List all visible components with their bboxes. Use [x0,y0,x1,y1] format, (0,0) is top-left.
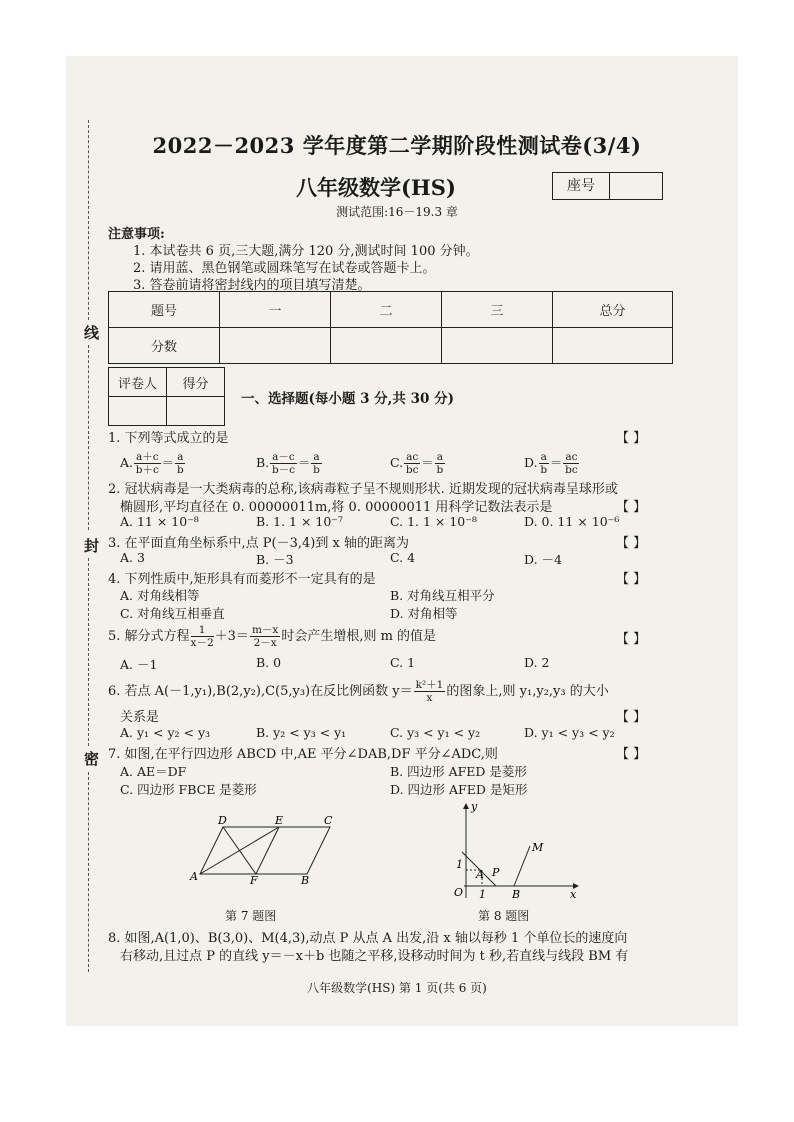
segment-df [223,827,256,874]
numerator: a＋c [136,451,159,463]
answer-bracket[interactable]: 【 】 [616,710,647,725]
label-a: A [476,868,484,881]
figure-7-caption: 第 7 题图 [225,909,277,923]
numerator: a－c [272,451,295,463]
label-x: x [570,888,577,901]
note-item: 3. 答卷前请将密封线内的项目填写清楚。 [133,278,371,293]
grader-label: 评卷人 [109,368,167,397]
score-cell[interactable] [553,328,673,364]
score-cell[interactable] [220,328,331,364]
label-1-x: 1 [479,888,486,901]
section-title: 一、选择题(每小题 3 分,共 30 分) [241,391,454,407]
q4-option-a[interactable]: A. 对角线相等 [120,588,200,603]
q6-option-a[interactable]: A. y₁ < y₂ < y₃ [120,725,211,740]
label-p: P [492,866,500,879]
denominator: b＋c [135,464,159,476]
grader-table [108,367,225,426]
label-e: E [275,814,284,827]
score-header: 总分 [553,292,673,328]
q1-option-d[interactable]: D. $\frac{a}{b}$ ＝ $\frac{ac}{bc}$ [524,451,578,476]
denominator: b－c [271,464,296,476]
figure-7 [186,812,346,884]
q5-stem [108,624,436,649]
score-header: 三 [442,292,553,328]
option-letter: B. [256,455,270,470]
score-cell[interactable] [442,328,553,364]
grader-cell[interactable] [109,397,167,426]
label-c: C [324,814,333,827]
parallelogram-abcd [200,827,330,874]
q6-option-b[interactable]: B. y₂ < y₃ < y₁ [256,725,347,740]
label-o: O [454,886,464,899]
q8-stem-line2: 右移动,且过点 P 的直线 y＝－x＋b 也随之平移,设移动时间为 t 秒,若直线与线段 BM 有 [120,949,629,964]
q7-option-a[interactable]: A. AE＝DF [120,764,187,779]
fraction [250,624,280,649]
option-letter: A. [120,455,134,470]
q7-stem: 7. 如图,在平行四边形 ABCD 中,AE 平分∠DAB,DF 平分∠ADC,则 [108,747,498,762]
label-b: B [512,888,521,901]
label-y: y [471,800,478,813]
answer-bracket[interactable]: 【 】 [616,632,647,647]
q4-option-c[interactable]: C. 对角线互相垂直 [120,606,225,621]
score-cell[interactable] [331,328,442,364]
numerator: k²＋1 [415,679,444,691]
q4-stem: 4. 下列性质中,矩形具有而菱形不一定具有的是 [108,572,376,587]
denominator: bc [405,464,419,476]
numerator: ac [406,451,419,463]
grader-score-label: 得分 [167,368,225,397]
q5-option-b[interactable]: B. 0 [256,655,282,670]
score-header: 题号 [109,292,220,328]
q6-stem-pre: 6. 若点 A(－1,y₁),B(2,y₂),C(5,y₃)在反比例函数 y＝ [108,684,413,699]
label-1-y: 1 [456,858,463,871]
seal-line [88,558,89,746]
label-m: M [532,841,544,854]
denominator: bc [565,464,578,476]
score-row-label: 分数 [109,328,220,364]
q1-option-a[interactable]: A. $\frac{a+c}{b+c}$ ＝ $\frac{a}{b}$ [120,451,184,476]
q5-stem-mid: ＋3＝ [214,629,249,644]
seal-mark-mi: 密 [84,750,100,768]
fraction [404,451,420,476]
seal-line [88,772,89,972]
denominator: b [313,464,320,476]
fraction [563,451,579,476]
q6-stem-post: 的图象上,则 y₁,y₂,y₃ 的大小 [446,684,609,699]
numerator: a [313,451,320,463]
numerator: 1 [191,624,214,637]
q2-stem-line1: 2. 冠状病毒是一大类病毒的总称,该病毒粒子呈不规则形状. 近期发现的冠状病毒呈球形或 [108,482,618,497]
fraction [175,451,185,476]
exam-subtitle: 八年级数学(HS) [296,175,456,200]
q3-option-c[interactable]: C. 4 [390,550,416,565]
q5-stem-post: 时会产生增根,则 m 的值是 [281,629,437,644]
denominator: x [426,692,433,704]
grader-score-cell[interactable] [167,397,225,426]
q6-option-d[interactable]: D. y₁ < y₃ < y₂ [524,725,615,740]
answer-bracket[interactable]: 【 】 [616,747,647,762]
fraction [435,451,445,476]
fraction [191,624,214,649]
answer-bracket[interactable]: 【 】 [616,500,647,515]
segment-bm [514,846,530,886]
fraction [414,679,446,704]
fraction [539,451,549,476]
page-footer: 八年级数学(HS) 第 1 页(共 6 页) [307,981,487,995]
q2-stem-line2: 椭圆形,平均直径在 0. 00000011m,将 0. 00000011 用科学记数法表示是 [120,500,553,515]
fraction [134,451,161,476]
q3-option-b[interactable]: B. －3 [256,552,294,567]
option-letter: C. [390,455,404,470]
q4-option-d[interactable]: D. 对角相等 [390,606,458,621]
figure-8-caption: 第 8 题图 [478,909,530,923]
denominator: b [540,464,548,476]
option-letter: D. [524,455,538,470]
q6-stem [108,679,609,704]
q5-stem-pre: 5. 解分式方程 [108,629,190,644]
denominator: x－2 [190,637,214,649]
numerator: a [177,451,184,463]
q5-option-a[interactable]: A. －1 [120,657,158,672]
notes-title: 注意事项: [108,227,165,242]
q7-option-d[interactable]: D. 四边形 AFED 是矩形 [390,782,528,797]
note-item: 1. 本试卷共 6 页,三大题,满分 120 分,测试时间 100 分钟。 [133,244,479,259]
q2-option-c[interactable]: C. 1. 1 × 10⁻⁸ [390,514,477,529]
exam-title: 2022－2023 学年度第二学期阶段性测试卷(3/4) [152,133,642,158]
q3-stem: 3. 在平面直角坐标系中,点 P(－3,4)到 x 轴的距离为 [108,536,409,551]
label-b: B [301,874,310,884]
note-item: 2. 请用蓝、黑色钢笔或圆珠笔写在试卷或答题卡上。 [133,261,436,276]
score-header: 一 [220,292,331,328]
numerator: a [540,451,547,463]
numerator: a [436,451,444,463]
q6-option-c[interactable]: C. y₃ < y₁ < y₂ [390,725,481,740]
numerator: ac [565,451,578,463]
seal-mark-xian: 线 [84,324,100,342]
q2-option-d[interactable]: D. 0. 11 × 10⁻⁶ [524,514,620,529]
score-header: 二 [331,292,442,328]
seal-mark-feng: 封 [84,537,100,555]
q3-option-d[interactable]: D. －4 [524,552,562,567]
answer-bracket[interactable]: 【 】 [616,536,647,551]
answer-bracket[interactable]: 【 】 [616,572,647,587]
q5-option-d[interactable]: D. 2 [524,655,550,670]
q7-option-b[interactable]: B. 四边形 AFED 是菱形 [390,764,527,779]
test-scope: 测试范围:16－19.3 章 [336,205,458,219]
fraction [270,451,297,476]
q2-option-a[interactable]: A. 11 × 10⁻⁸ [120,514,199,529]
q7-option-c[interactable]: C. 四边形 FBCE 是菱形 [120,782,257,797]
q5-option-c[interactable]: C. 1 [390,655,416,670]
fraction [311,451,321,476]
q1-stem: 1. 下列等式成立的是 [108,431,229,446]
denominator: b [176,464,184,476]
denominator: 2－x [253,637,277,649]
denominator: b [436,464,444,476]
answer-bracket[interactable]: 【 】 [616,431,647,446]
q4-option-b[interactable]: B. 对角线互相平分 [390,588,495,603]
q2-option-b[interactable]: B. 1. 1 × 10⁻⁷ [256,514,343,529]
seat-number-label: 座号 [552,172,610,200]
label-a: A [190,870,198,883]
numerator: m－x [251,624,279,636]
q6-stem-line2: 关系是 [120,710,160,725]
q3-option-a[interactable]: A. 3 [120,550,145,565]
figure-8 [446,798,586,902]
label-f: F [250,874,258,884]
q1-option-c[interactable]: C. $\frac{ac}{bc}$ ＝ $\frac{a}{b}$ [390,451,444,476]
score-table [108,291,673,364]
seal-line [88,345,89,530]
seat-number-box[interactable] [608,172,663,200]
q8-stem-line1: 8. 如图,A(1,0)、B(3,0)、M(4,3),动点 P 从点 A 出发,沿 x 轴以每秒 1 个单位长的速度向 [108,931,628,946]
q1-option-b[interactable]: B. $\frac{a-c}{b-c}$ ＝ $\frac{a}{b}$ [256,451,320,476]
label-d: D [218,814,227,827]
